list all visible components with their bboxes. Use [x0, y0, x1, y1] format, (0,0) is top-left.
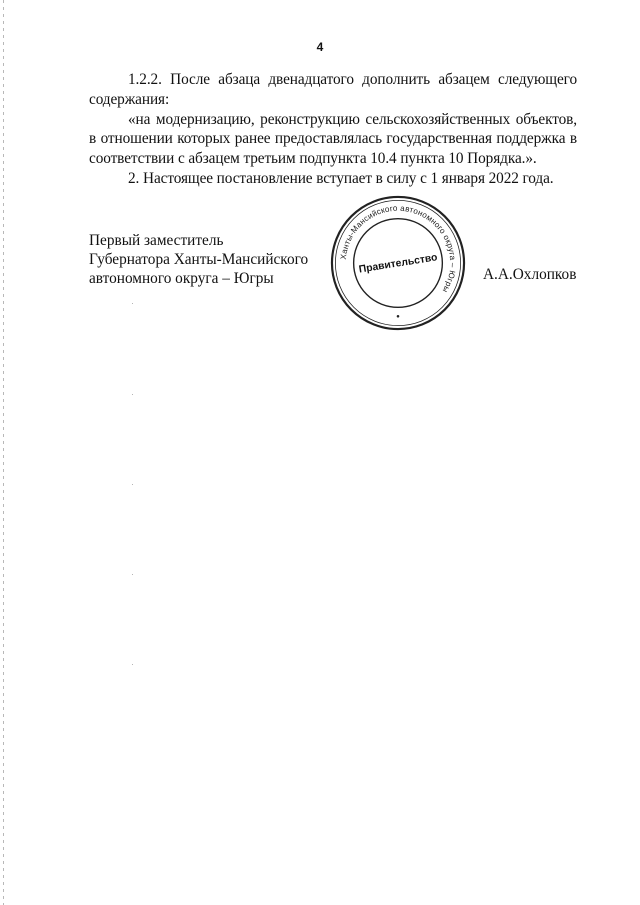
- document-body: [89, 70, 577, 189]
- scan-speck: [132, 394, 133, 395]
- stamp-bottom-dot: [397, 315, 400, 318]
- signatory-title: [89, 231, 329, 288]
- scan-speck: [132, 574, 133, 575]
- signatory-title-line1: Первый заместитель: [89, 232, 224, 249]
- paragraph-amendment-line1: 1.2.2. После абзаца двенадцатого дополнить абзацем следующего: [128, 71, 577, 88]
- scan-speck: [132, 484, 133, 485]
- scan-speck: [132, 303, 133, 304]
- paragraph-quote-line1: «на модернизацию, реконструкцию сельскохозяйственных объектов,: [128, 110, 577, 128]
- signatory-name: А.А.Охлопков: [483, 266, 577, 283]
- scan-page-edge: [3, 0, 4, 905]
- paragraph-quote-line2: в отношении которых ранее предоставлялась государственная поддержка в: [89, 130, 577, 148]
- stamp-center-label: Правительство: [358, 252, 439, 276]
- page-number: 4: [316, 40, 324, 54]
- signatory-title-line2: Губернатора Ханты-Мансийского: [89, 251, 309, 268]
- paragraph-effective-date: 2. Настоящее постановление вступает в силу с 1 января 2022 года.: [128, 169, 554, 187]
- paragraph-quote-line3: соответствии с абзацем третьим подпункта 10.4 пункта 10 Порядка.».: [89, 150, 537, 168]
- paragraph-amendment-line2: содержания:: [89, 90, 170, 108]
- signatory-title-line3: автономного округа – Югры: [89, 270, 274, 287]
- official-seal-stamp: [329, 194, 467, 332]
- stamp-ring-text: Ханты-Мансийского автономного округа – Югры: [338, 203, 458, 295]
- scan-speck: [132, 664, 133, 665]
